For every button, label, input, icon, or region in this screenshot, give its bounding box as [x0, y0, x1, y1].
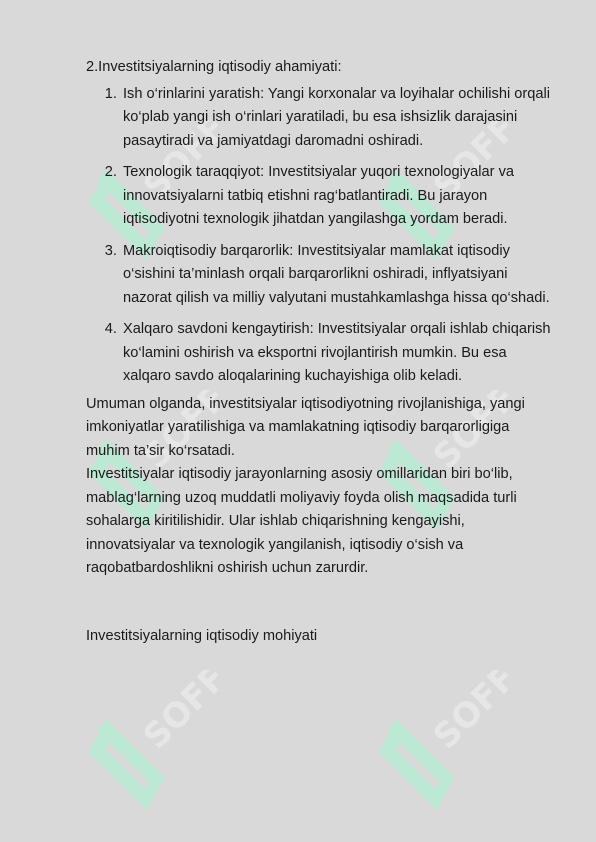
list-item: 4. Xalqaro savdoni kengaytirish: Investitsiyalar orqali ishlab chiqarish ko‘lamini oshirish va eksportni rivojlantirish mumkin. Bu esa xalqaro savdo aloqalarining kuchayishiga olib keladi.	[121, 318, 556, 389]
body-paragraph: Investitsiyalar iqtisodiy jarayonlarning asosiy omillaridan biri bo‘lib, mablag‘larning uzoq muddatli moliyaviy foyda olish maqsadida turli sohalarga kiritilishidir. Ular ishlab chiqarishning kengayishi, innovatsiyalar va texnologik yangilanish, iqtisodiy o‘sish va raqobatbardoshlikni oshirish uchun zarurdir.	[86, 466, 517, 576]
soff-logo-icon	[360, 670, 510, 820]
list-item: 1. Ish o‘rinlarini yaratish: Yangi korxonalar va loyihalar ochilishi orqali ko‘plab yangi ish o‘rinlari yaratiladi, bu esa ishsizlik darajasini pasaytiradi va jamiyatdagi daromadni oshiradi.	[121, 83, 556, 154]
svg-text:SOFF: SOFF	[135, 390, 220, 478]
svg-text:SOFF: SOFF	[135, 670, 220, 758]
svg-text:SOFF: SOFF	[425, 120, 510, 208]
soff-logo-icon	[70, 670, 220, 820]
numbered-list	[86, 83, 556, 389]
list-item: 2. Texnologik taraqqiyot: Investitsiyalar yuqori texnologiyalar va innovatsiyalarni tatbiq etishni rag‘batlantiradi. Bu jarayon iqtisodiyotni texnologik jihatdan yangilashga yordam beradi.	[121, 161, 556, 232]
svg-text:SOFF: SOFF	[425, 390, 510, 478]
subheading: Investitsiyalarning iqtisodiy mohiyati	[86, 627, 318, 644]
svg-text:SOFF: SOFF	[425, 670, 510, 758]
document-content	[86, 56, 556, 648]
svg-text:SOFF: SOFF	[135, 120, 220, 208]
list-item: 3. Makroiqtisodiy barqarorlik: Investitsiyalar mamlakat iqtisodiy o‘sishini ta’minlash orqali barqarorlikni oshiradi, inflyatsiyani nazorat qilish va milliy valyutani mustahkamlashga hissa qo‘shadi.	[121, 240, 556, 311]
section-heading: 2.Investitsiyalarning iqtisodiy ahamiyati:	[86, 59, 342, 75]
summary-paragraph: Umuman olganda, investitsiyalar iqtisodiyotning rivojlanishiga, yangi imkoniyatlar yaratilishiga va mamlakatning iqtisodiy barqarorligiga muhim ta’sir ko‘rsatadi.	[86, 395, 525, 459]
